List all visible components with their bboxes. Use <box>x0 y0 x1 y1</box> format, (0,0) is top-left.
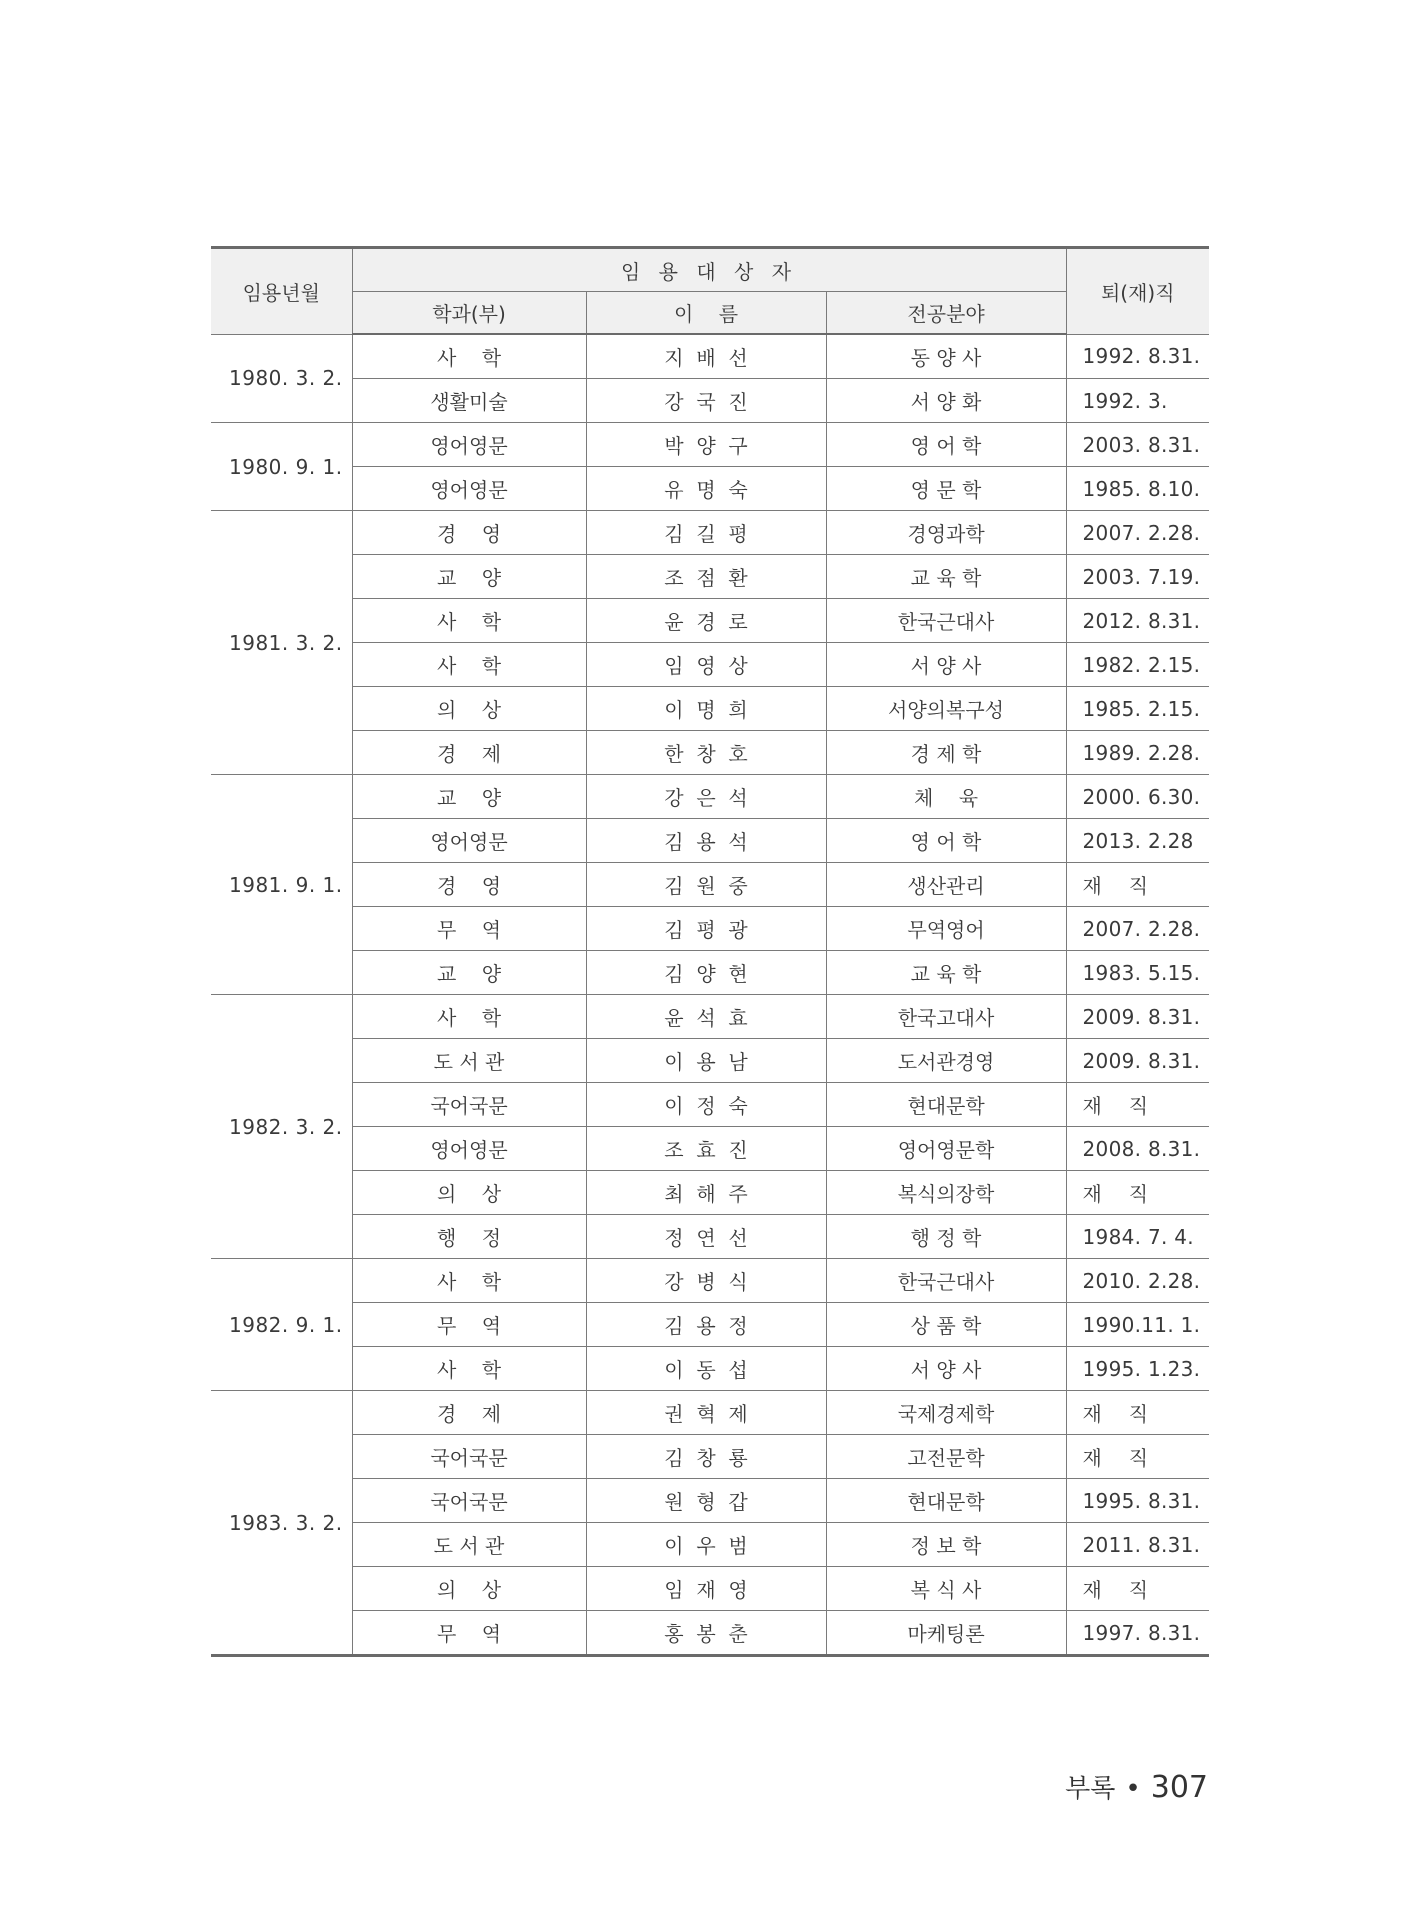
major-cell: 국제경제학 <box>826 1391 1066 1435</box>
table-row <box>211 599 1209 643</box>
table-row <box>211 1611 1209 1656</box>
dept-cell: 국어국문 <box>352 1083 586 1127</box>
major-cell: 체 육 <box>826 775 1066 819</box>
major-cell: 경영과학 <box>826 511 1066 555</box>
status-cell: 1982. 2.15. <box>1066 643 1209 687</box>
table-row <box>211 334 1209 379</box>
dept-cell: 의 상 <box>352 1171 586 1215</box>
table-row <box>211 1391 1209 1435</box>
table-row <box>211 1127 1209 1171</box>
dept-cell: 도 서 관 <box>352 1039 586 1083</box>
appointment-date: 1983. 3. 2. <box>211 1391 352 1656</box>
name-cell: 권 혁 제 <box>586 1391 826 1435</box>
table-row <box>211 687 1209 731</box>
name-cell: 김 용 정 <box>586 1303 826 1347</box>
name-cell: 정 연 선 <box>586 1215 826 1259</box>
table-row <box>211 379 1209 423</box>
dept-cell: 무 역 <box>352 907 586 951</box>
table-row <box>211 555 1209 599</box>
table-row <box>211 819 1209 863</box>
major-cell: 현대문학 <box>826 1479 1066 1523</box>
dept-cell: 교 양 <box>352 555 586 599</box>
dept-cell: 사 학 <box>352 643 586 687</box>
table-row <box>211 1523 1209 1567</box>
footer-section: 부록 <box>1065 1774 1116 1804</box>
header-group: 임 용 대 상 자 <box>352 248 1066 292</box>
name-cell: 김 용 석 <box>586 819 826 863</box>
appointment-table <box>211 246 1209 1657</box>
dept-cell: 사 학 <box>352 995 586 1039</box>
appointment-date: 1982. 3. 2. <box>211 995 352 1259</box>
status-cell: 재 직 <box>1066 1435 1209 1479</box>
status-cell: 재 직 <box>1066 1171 1209 1215</box>
table-row <box>211 951 1209 995</box>
status-cell: 2011. 8.31. <box>1066 1523 1209 1567</box>
status-cell: 2013. 2.28 <box>1066 819 1209 863</box>
table-row <box>211 1259 1209 1303</box>
dept-cell: 의 상 <box>352 687 586 731</box>
name-cell: 홍 봉 춘 <box>586 1611 826 1656</box>
status-cell: 1984. 7. 4. <box>1066 1215 1209 1259</box>
table-row <box>211 511 1209 555</box>
status-cell: 1983. 5.15. <box>1066 951 1209 995</box>
status-cell: 1989. 2.28. <box>1066 731 1209 775</box>
dept-cell: 경 영 <box>352 511 586 555</box>
table-row <box>211 1215 1209 1259</box>
name-cell: 김 평 광 <box>586 907 826 951</box>
dept-cell: 영어영문 <box>352 1127 586 1171</box>
dept-cell: 행 정 <box>352 1215 586 1259</box>
header-dept: 학과(부) <box>352 292 586 335</box>
status-cell: 1992. 3. <box>1066 379 1209 423</box>
table-row <box>211 467 1209 511</box>
table-row <box>211 1435 1209 1479</box>
dept-cell: 의 상 <box>352 1567 586 1611</box>
name-cell: 조 효 진 <box>586 1127 826 1171</box>
major-cell: 마케팅론 <box>826 1611 1066 1656</box>
status-cell: 2003. 7.19. <box>1066 555 1209 599</box>
table-row <box>211 907 1209 951</box>
status-cell: 2000. 6.30. <box>1066 775 1209 819</box>
dept-cell: 도 서 관 <box>352 1523 586 1567</box>
major-cell: 도서관경영 <box>826 1039 1066 1083</box>
dept-cell: 국어국문 <box>352 1479 586 1523</box>
dept-cell: 경 영 <box>352 863 586 907</box>
name-cell: 한 창 호 <box>586 731 826 775</box>
major-cell: 정 보 학 <box>826 1523 1066 1567</box>
name-cell: 지 배 선 <box>586 334 826 379</box>
status-cell: 재 직 <box>1066 1391 1209 1435</box>
table-row <box>211 1039 1209 1083</box>
major-cell: 무역영어 <box>826 907 1066 951</box>
appointment-date: 1980. 3. 2. <box>211 334 352 423</box>
appointment-date: 1980. 9. 1. <box>211 423 352 511</box>
header-major: 전공분야 <box>826 292 1066 335</box>
status-cell: 2008. 8.31. <box>1066 1127 1209 1171</box>
dept-cell: 사 학 <box>352 1259 586 1303</box>
status-cell: 2009. 8.31. <box>1066 1039 1209 1083</box>
status-cell: 재 직 <box>1066 1567 1209 1611</box>
dept-cell: 생활미술 <box>352 379 586 423</box>
appointment-date: 1981. 9. 1. <box>211 775 352 995</box>
name-cell: 김 양 현 <box>586 951 826 995</box>
table-row <box>211 1303 1209 1347</box>
table-row <box>211 1567 1209 1611</box>
status-cell: 1985. 8.10. <box>1066 467 1209 511</box>
status-cell: 재 직 <box>1066 863 1209 907</box>
status-cell: 1985. 2.15. <box>1066 687 1209 731</box>
dept-cell: 영어영문 <box>352 423 586 467</box>
major-cell: 서양의복구성 <box>826 687 1066 731</box>
status-cell: 2012. 8.31. <box>1066 599 1209 643</box>
major-cell: 한국고대사 <box>826 995 1066 1039</box>
name-cell: 강 국 진 <box>586 379 826 423</box>
name-cell: 이 명 희 <box>586 687 826 731</box>
name-cell: 박 양 구 <box>586 423 826 467</box>
name-cell: 이 동 섭 <box>586 1347 826 1391</box>
major-cell: 경 제 학 <box>826 731 1066 775</box>
status-cell: 1995. 8.31. <box>1066 1479 1209 1523</box>
header-status: 퇴(재)직 <box>1066 248 1209 335</box>
name-cell: 강 은 석 <box>586 775 826 819</box>
name-cell: 강 병 식 <box>586 1259 826 1303</box>
major-cell: 영 어 학 <box>826 819 1066 863</box>
status-cell: 2003. 8.31. <box>1066 423 1209 467</box>
footer-bullet: • <box>1125 1774 1141 1804</box>
major-cell: 서 양 사 <box>826 643 1066 687</box>
major-cell: 한국근대사 <box>826 1259 1066 1303</box>
name-cell: 이 정 숙 <box>586 1083 826 1127</box>
name-cell: 임 재 영 <box>586 1567 826 1611</box>
table-row <box>211 1083 1209 1127</box>
dept-cell: 무 역 <box>352 1611 586 1656</box>
major-cell: 행 정 학 <box>826 1215 1066 1259</box>
status-cell: 2007. 2.28. <box>1066 511 1209 555</box>
table-row <box>211 423 1209 467</box>
name-cell: 이 용 남 <box>586 1039 826 1083</box>
status-cell: 2009. 8.31. <box>1066 995 1209 1039</box>
dept-cell: 교 양 <box>352 951 586 995</box>
dept-cell: 무 역 <box>352 1303 586 1347</box>
status-cell: 재 직 <box>1066 1083 1209 1127</box>
dept-cell: 사 학 <box>352 334 586 379</box>
page-number: 307 <box>1150 1770 1208 1805</box>
major-cell: 동 양 사 <box>826 334 1066 379</box>
major-cell: 고전문학 <box>826 1435 1066 1479</box>
major-cell: 서 양 화 <box>826 379 1066 423</box>
name-cell: 윤 석 효 <box>586 995 826 1039</box>
table-row <box>211 995 1209 1039</box>
table-row <box>211 775 1209 819</box>
name-cell: 윤 경 로 <box>586 599 826 643</box>
major-cell: 복 식 사 <box>826 1567 1066 1611</box>
name-cell: 김 원 중 <box>586 863 826 907</box>
dept-cell: 국어국문 <box>352 1435 586 1479</box>
page-footer <box>1065 1768 1208 1805</box>
status-cell: 1995. 1.23. <box>1066 1347 1209 1391</box>
name-cell: 조 점 환 <box>586 555 826 599</box>
name-cell: 이 우 범 <box>586 1523 826 1567</box>
table-row <box>211 1479 1209 1523</box>
appointment-date: 1982. 9. 1. <box>211 1259 352 1391</box>
major-cell: 교 육 학 <box>826 555 1066 599</box>
status-cell: 1990.11. 1. <box>1066 1303 1209 1347</box>
table-row <box>211 1171 1209 1215</box>
major-cell: 생산관리 <box>826 863 1066 907</box>
major-cell: 서 양 사 <box>826 1347 1066 1391</box>
table-row <box>211 1347 1209 1391</box>
status-cell: 2007. 2.28. <box>1066 907 1209 951</box>
status-cell: 2010. 2.28. <box>1066 1259 1209 1303</box>
dept-cell: 영어영문 <box>352 819 586 863</box>
major-cell: 복식의장학 <box>826 1171 1066 1215</box>
name-cell: 원 형 갑 <box>586 1479 826 1523</box>
table-body <box>211 334 1209 1656</box>
major-cell: 한국근대사 <box>826 599 1066 643</box>
header-date: 임용년월 <box>211 248 352 335</box>
status-cell: 1992. 8.31. <box>1066 334 1209 379</box>
table-row <box>211 731 1209 775</box>
dept-cell: 경 제 <box>352 731 586 775</box>
dept-cell: 사 학 <box>352 599 586 643</box>
major-cell: 현대문학 <box>826 1083 1066 1127</box>
major-cell: 교 육 학 <box>826 951 1066 995</box>
table-row <box>211 643 1209 687</box>
dept-cell: 경 제 <box>352 1391 586 1435</box>
name-cell: 유 명 숙 <box>586 467 826 511</box>
dept-cell: 사 학 <box>352 1347 586 1391</box>
status-cell: 1997. 8.31. <box>1066 1611 1209 1656</box>
name-cell: 김 길 평 <box>586 511 826 555</box>
header-name: 이 름 <box>586 292 826 335</box>
major-cell: 영 어 학 <box>826 423 1066 467</box>
appointment-date: 1981. 3. 2. <box>211 511 352 775</box>
dept-cell: 영어영문 <box>352 467 586 511</box>
table-header <box>211 248 1209 335</box>
major-cell: 영 문 학 <box>826 467 1066 511</box>
dept-cell: 교 양 <box>352 775 586 819</box>
major-cell: 영어영문학 <box>826 1127 1066 1171</box>
major-cell: 상 품 학 <box>826 1303 1066 1347</box>
name-cell: 김 창 룡 <box>586 1435 826 1479</box>
name-cell: 임 영 상 <box>586 643 826 687</box>
name-cell: 최 해 주 <box>586 1171 826 1215</box>
table-row <box>211 863 1209 907</box>
